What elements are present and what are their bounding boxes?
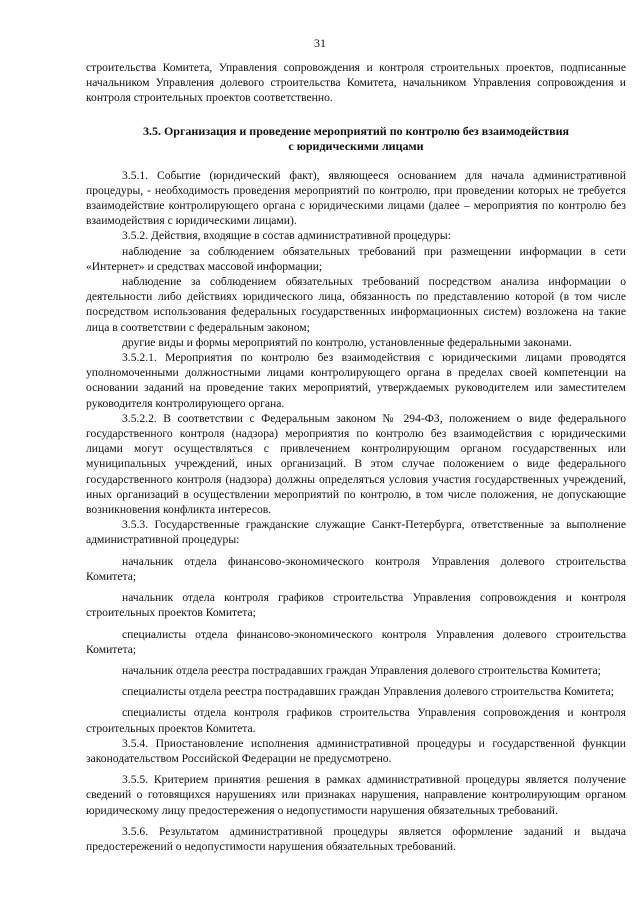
list-item-responsible-6: специалисты отдела контроля графиков строительства Управления сопровождения и контроля строительных проектов Комитета. (86, 706, 626, 735)
intro-paragraph: строительства Комитета, Управления сопровождения и контроля строительных проектов, подписанные начальником Управления долевого строительства Комитета, начальником Управления сопровождения и контроля строительных проектов соответственно. (86, 61, 626, 105)
list-item-responsible-3: специалисты отдела финансово-экономического контроля Управления долевого строительства Комитета; (86, 627, 626, 656)
section-heading (86, 124, 626, 154)
list-item-responsible-5: специалисты отдела реестра пострадавших граждан Управления долевого строительства Комитета; (122, 685, 614, 699)
page-number: 31 (314, 36, 326, 50)
list-item-responsible-2: начальник отдела контроля графиков строительства Управления сопровождения и контроля строительных проектов Комитета; (86, 591, 626, 620)
paragraph-3-5-1: 3.5.1. Событие (юридический факт), являющееся основанием для начала административной процедуры, - необходимость проведения мероприятий по контролю, при проведении которых не требуется взаимодействие контролирующего органа с юридическими лицами (далее – мероприятия по контролю без взаимодействия с юридическими лицами). (86, 168, 626, 228)
paragraph-3-5-4: 3.5.4. Приостановление исполнения административной процедуры и государственной функции законодательством Российской Федерации не предусмотрено. (86, 736, 626, 765)
list-item-information-analysis: наблюдение за соблюдением обязательных требований посредством анализа информации о деятельности либо действиях юридического лица, обязанность по представлению которой (в том числе посредством использования федеральных государственных информационных систем) возложена на такие лица в соответствии с федеральным законом; (86, 275, 626, 334)
section-heading-line-2: с юридическими лицами (288, 138, 424, 153)
list-item-responsible-1: начальник отдела финансово-экономического контроля Управления долевого строительства Комитета; (86, 554, 626, 583)
paragraph-3-5-3: 3.5.3. Государственные гражданские служащие Санкт-Петербурга, ответственные за выполнение административной процедуры: (86, 518, 626, 547)
document-body (86, 60, 626, 854)
section-heading-line-1: 3.5. Организация и проведение мероприятий по контролю без взаимодействия (142, 123, 570, 138)
list-item-responsible-4: начальник отдела реестра пострадавших граждан Управления долевого строительства Комитета; (122, 663, 601, 677)
paragraph-3-5-2-2: 3.5.2.2. В соответствии с Федеральным законом № 294-ФЗ, положением о виде федерального государственного контроля (надзора) мероприятия по контролю без взаимодействия с юридическими лицами могут осуществляться с привлечением контролирующим органом государственных или муниципальных учреждений, иных организаций. В этом случае положением о виде федерального государственного контроля (надзора) должны определяться условия участия государственных учреждений, иных организаций в осуществлении мероприятий по контролю, в том числе положения, не допускающие возникновения конфликта интересов. (86, 411, 626, 517)
paragraph-3-5-5: 3.5.5. Критерием принятия решения в рамках административной процедуры является получение сведений о готовящихся нарушениях или признаках нарушения, направление контролирующим органом юридическому лицу предостережения о недопустимости нарушения обязательных требований. (86, 773, 626, 817)
paragraph-3-5-2-1: 3.5.2.1. Мероприятия по контролю без взаимодействия с юридическими лицами проводятся уполномоченными должностными лицами контролирующего органа в пределах своей компетенции на основании заданий на проведение таких мероприятий, утверждаемых руководителем или заместителем руководителя контролирующего органа. (86, 351, 626, 410)
list-item-internet-monitoring: наблюдение за соблюдением обязательных требований при размещении информации в сети «Интернет» и средствах массовой информации; (86, 244, 626, 273)
paragraph-3-5-2: 3.5.2. Действия, входящие в состав административной процедуры: (122, 229, 451, 243)
paragraph-3-5-6: 3.5.6. Результатом административной процедуры является оформление заданий и выдача предостережений о недопустимости нарушения обязательных требований. (86, 824, 626, 853)
list-item-other-forms: другие виды и формы мероприятий по контролю, установленные федеральными законами. (122, 335, 572, 349)
